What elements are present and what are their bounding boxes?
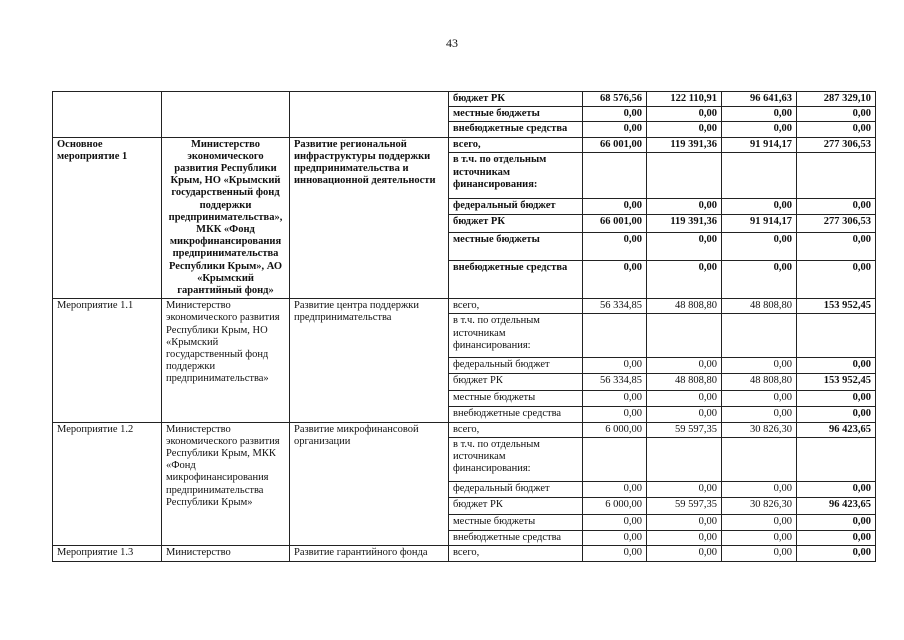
activity-name: Основное мероприятие 1 (53, 137, 162, 299)
value-cell: 0,00 (583, 260, 647, 298)
value-cell: 30 826,30 (722, 497, 797, 514)
value-cell: 122 110,91 (647, 92, 722, 107)
value-cell: 0,00 (583, 107, 647, 122)
value-cell: 0,00 (647, 232, 722, 260)
value-cell: 0,00 (797, 198, 876, 215)
value-cell: 48 808,80 (722, 299, 797, 314)
value-cell: 0,00 (647, 546, 722, 562)
value-cell (722, 153, 797, 199)
value-cell: 0,00 (647, 530, 722, 545)
value-cell: 96 423,65 (797, 422, 876, 437)
activity-cell (53, 92, 162, 138)
value-cell (583, 314, 647, 358)
value-cell: 0,00 (583, 391, 647, 407)
value-cell: 59 597,35 (647, 422, 722, 437)
value-cell (797, 314, 876, 358)
source-cell: всего, (449, 299, 583, 314)
activity-name: Мероприятие 1.2 (53, 422, 162, 545)
value-cell: 0,00 (583, 481, 647, 497)
value-cell: 6 000,00 (583, 422, 647, 437)
value-cell: 0,00 (722, 530, 797, 545)
source-cell: бюджет РК (449, 92, 583, 107)
value-cell: 0,00 (797, 358, 876, 374)
source-cell: местные бюджеты (449, 107, 583, 122)
value-cell: 0,00 (647, 358, 722, 374)
source-cell: федеральный бюджет (449, 358, 583, 374)
source-cell: внебюджетные средства (449, 260, 583, 298)
value-cell: 91 914,17 (722, 215, 797, 233)
source-cell: федеральный бюджет (449, 481, 583, 497)
value-cell: 0,00 (722, 107, 797, 122)
value-cell: 277 306,53 (797, 215, 876, 233)
value-cell: 0,00 (797, 122, 876, 137)
value-cell: 0,00 (722, 546, 797, 562)
source-cell: федеральный бюджет (449, 198, 583, 215)
value-cell (722, 314, 797, 358)
value-cell (583, 153, 647, 199)
value-cell: 0,00 (647, 407, 722, 422)
goal-text: Развитие региональной инфраструктуры поддержки предпринимательства и инновационной деятельности (290, 137, 449, 299)
value-cell: 0,00 (722, 198, 797, 215)
value-cell: 0,00 (797, 232, 876, 260)
source-cell: внебюджетные средства (449, 530, 583, 545)
value-cell (797, 437, 876, 481)
executor-cell (162, 92, 290, 138)
source-cell: бюджет РК (449, 497, 583, 514)
value-cell (647, 153, 722, 199)
value-cell: 0,00 (722, 481, 797, 497)
value-cell: 119 391,36 (647, 215, 722, 233)
source-cell: бюджет РК (449, 374, 583, 391)
value-cell: 0,00 (583, 358, 647, 374)
value-cell (722, 437, 797, 481)
value-cell: 0,00 (722, 232, 797, 260)
value-cell: 0,00 (583, 514, 647, 530)
table-row (53, 546, 876, 562)
value-cell: 96 423,65 (797, 497, 876, 514)
activity-name: Мероприятие 1.1 (53, 299, 162, 422)
value-cell: 0,00 (797, 407, 876, 422)
activity-name: Мероприятие 1.3 (53, 546, 162, 562)
goal-text: Развитие центра поддержки предпринимательства (290, 299, 449, 422)
executor-name: Министерство экономического развития Республики Крым, НО «Крымский государственный фонд поддержки предпринимательства», МКК «Фонд микрофинансирования предпринимательства Республики Крым», АО «Крымский гарантийный фонд» (162, 137, 290, 299)
value-cell: 277 306,53 (797, 137, 876, 153)
value-cell: 0,00 (583, 546, 647, 562)
value-cell (647, 314, 722, 358)
value-cell: 0,00 (722, 358, 797, 374)
source-cell: в т.ч. по отдельным источникам финансирования: (449, 314, 583, 358)
table-row (53, 422, 876, 437)
source-cell: в т.ч. по отдельным источникам финансирования: (449, 153, 583, 199)
value-cell: 0,00 (797, 260, 876, 298)
value-cell: 56 334,85 (583, 299, 647, 314)
source-cell: в т.ч. по отдельным источникам финансирования: (449, 437, 583, 481)
value-cell: 48 808,80 (647, 299, 722, 314)
value-cell: 0,00 (797, 546, 876, 562)
goal-cell (290, 92, 449, 138)
goal-text: Развитие микрофинансовой организации (290, 422, 449, 545)
value-cell: 0,00 (797, 514, 876, 530)
value-cell: 0,00 (647, 514, 722, 530)
value-cell: 0,00 (797, 107, 876, 122)
value-cell: 96 641,63 (722, 92, 797, 107)
value-cell (797, 153, 876, 199)
value-cell: 0,00 (797, 530, 876, 545)
value-cell: 0,00 (647, 198, 722, 215)
source-cell: внебюджетные средства (449, 122, 583, 137)
value-cell: 153 952,45 (797, 299, 876, 314)
value-cell: 153 952,45 (797, 374, 876, 391)
source-cell: бюджет РК (449, 215, 583, 233)
value-cell: 56 334,85 (583, 374, 647, 391)
table-row (53, 92, 876, 107)
value-cell: 68 576,56 (583, 92, 647, 107)
value-cell: 0,00 (647, 481, 722, 497)
value-cell: 6 000,00 (583, 497, 647, 514)
value-cell: 0,00 (722, 122, 797, 137)
source-cell: местные бюджеты (449, 514, 583, 530)
source-cell: всего, (449, 137, 583, 153)
source-cell: всего, (449, 422, 583, 437)
value-cell (647, 437, 722, 481)
table-row (53, 137, 876, 153)
table-row (53, 299, 876, 314)
value-cell: 66 001,00 (583, 137, 647, 153)
executor-name: Министерство экономического развития Республики Крым, МКК «Фонд микрофинансирования предпринимательства Республики Крым» (162, 422, 290, 545)
page-number: 43 (446, 36, 458, 50)
value-cell: 0,00 (797, 481, 876, 497)
value-cell: 91 914,17 (722, 137, 797, 153)
value-cell: 48 808,80 (722, 374, 797, 391)
value-cell: 0,00 (583, 407, 647, 422)
value-cell: 0,00 (647, 122, 722, 137)
value-cell (583, 437, 647, 481)
value-cell: 0,00 (722, 391, 797, 407)
value-cell: 0,00 (583, 122, 647, 137)
source-cell: местные бюджеты (449, 232, 583, 260)
executor-name: Министерство экономического развития Республики Крым, НО «Крымский государственный фонд поддержки предпринимательства» (162, 299, 290, 422)
goal-text: Развитие гарантийного фонда (290, 546, 449, 562)
value-cell: 0,00 (722, 514, 797, 530)
value-cell: 0,00 (722, 260, 797, 298)
executor-name: Министерство (162, 546, 290, 562)
value-cell: 0,00 (583, 198, 647, 215)
value-cell: 0,00 (647, 107, 722, 122)
value-cell: 48 808,80 (647, 374, 722, 391)
value-cell: 119 391,36 (647, 137, 722, 153)
value-cell: 30 826,30 (722, 422, 797, 437)
value-cell: 0,00 (583, 530, 647, 545)
value-cell: 66 001,00 (583, 215, 647, 233)
value-cell: 59 597,35 (647, 497, 722, 514)
source-cell: всего, (449, 546, 583, 562)
value-cell: 0,00 (722, 407, 797, 422)
value-cell: 0,00 (583, 232, 647, 260)
value-cell: 0,00 (647, 391, 722, 407)
value-cell: 0,00 (797, 391, 876, 407)
source-cell: местные бюджеты (449, 391, 583, 407)
source-cell: внебюджетные средства (449, 407, 583, 422)
financing-table (52, 91, 876, 562)
table-body (53, 92, 876, 562)
value-cell: 0,00 (647, 260, 722, 298)
value-cell: 287 329,10 (797, 92, 876, 107)
